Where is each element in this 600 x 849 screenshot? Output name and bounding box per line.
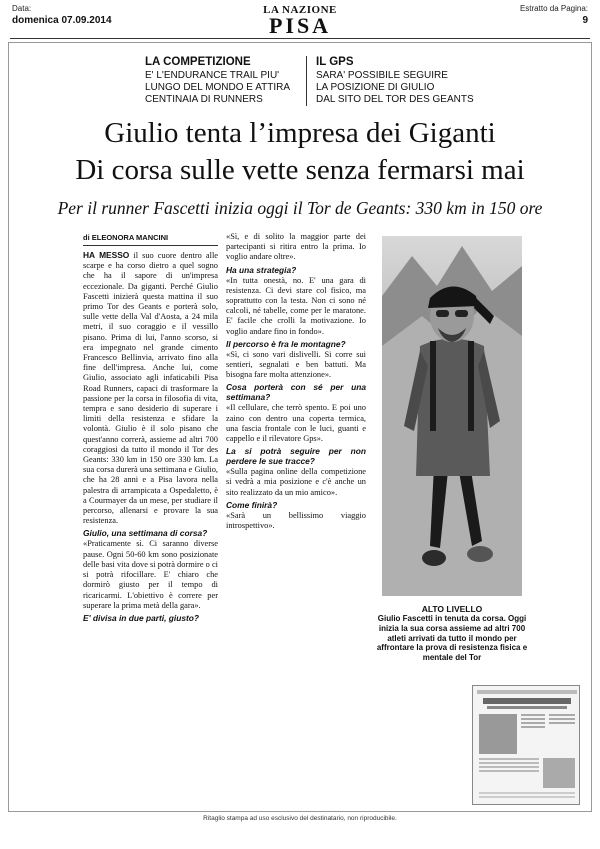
interview-question: La si potrà seguire per non perdere le sue tracce? — [226, 446, 366, 467]
headline-line-1: Giulio tenta l’impresa dei Giganti — [104, 117, 496, 149]
interview-question: E' divisa in due parti, giusto? — [83, 612, 199, 623]
interview-answer: «Sì, e di solito la maggior parte dei partecipanti si ritira entro la prima. Io voglio andare oltre». — [226, 232, 366, 262]
byline: di ELEONORA MANCINI — [83, 233, 169, 242]
byline-rule — [83, 245, 218, 246]
interview-question: Il percorso è fra le montagne? — [226, 338, 346, 349]
date-value: domenica 07.09.2014 — [12, 15, 112, 26]
body-text: il suo cuore dentro alle scarpe e ha corso dietro a quel sogno che ha il sapore di un'impresa eccezionale. Da giganti. Perché Giulio Fascetti inizierà questa mattina il suo primo Tor des Geants e porterà solo, sulle vette della Val d'Aosta, a 24 mila metri, il suo coraggio e il vessillo pisano. Prima di lui, l'anno scorso, si era impegnato nel grande cimento Francesco Bellinvia, arrivato fino alla fine dell'impresa. Anche lui, come Giulio, associato agli infaticabili Pisa Road Runners, capaci di trasformare la passione per la corsa in filosofia di vita, tempra e sano desiderio di superare i limiti della resistenza e sfidare la volontà. Giulio è il solo pisano che quest'anno correrà, assieme ad altri 700 coraggiosi da tutto il mondo il Tor des Geants: 330 km in 150 ore 330 km. La sua corsa durerà una settimana e Giulio, che ha 28 anni e a Pisa lavora nella palestra di arrampicata a Ospedaletto, è a Courmayer da un mese, per studiare il percorso, allenarsi e provare la sua resistenza. — [83, 251, 218, 526]
interview-question: Giulio, una settimana di corsa? — [83, 528, 208, 539]
runner-illustration — [382, 236, 522, 596]
article-column-2 — [226, 232, 366, 532]
teaser-title: LA COMPETIZIONE — [145, 56, 251, 68]
interview-question: Cosa porterà con sé per una settimana? — [226, 382, 366, 403]
interview-answer: «In tutta onestà, no. E' una gara di resistenza. Ci devi stare col fisico, ma soprattutto con la testa. Non ci sono né calcoli, né tabelle, come per le maratone. E' facile che crolli la motivazione. Io voglio andare fino in fondo». — [226, 275, 366, 336]
teaser-line: SARA' POSSIBILE SEGUIRE — [316, 70, 448, 81]
interview-answer: «Sulla pagina online della competizione si vedrà a mia posizione e c'è anche un sito realizzato da un mio amico». — [226, 467, 366, 497]
interview-question: Come finirà? — [226, 499, 278, 510]
header-rule — [10, 38, 590, 39]
interview-answer: «Sarà un bellissimo viaggio introspettivo». — [226, 510, 366, 531]
interview-answer: «Il cellulare, che terrò spento. E poi uno zaino con dentro una coperta termica, una fascia frontale con le luci, guanti e cappello e il rilevatore Gps». — [226, 403, 366, 444]
teaser-line: LA POSIZIONE DI GIULIO — [316, 82, 435, 93]
interview-question: Ha una strategia? — [226, 264, 297, 275]
teaser-divider — [306, 56, 307, 106]
article-column-1 — [83, 250, 218, 624]
caption-title: ALTO LIVELLO — [421, 604, 483, 614]
page-thumbnail — [472, 685, 580, 805]
page-value: 9 — [582, 15, 588, 26]
caption-body: Giulio Fascetti in tenuta da corsa. Oggi inizia la sua corsa assieme ad altri 700 atleti arrivati da tutto il mondo per affrontare la prova di resistenza fisica e mentale del Tor — [376, 614, 528, 663]
teaser-line: DAL SITO DEL TOR DES GEANTS — [316, 94, 474, 105]
page-label: Estratto da Pagina: — [519, 4, 588, 13]
teaser-gps — [316, 56, 496, 106]
teaser-competizione — [145, 56, 300, 106]
teaser-title: IL GPS — [316, 56, 354, 68]
teaser-line: CENTINAIA DI RUNNERS — [145, 94, 263, 105]
masthead-top: LA NAZIONE — [263, 4, 337, 16]
date-label: Data: — [12, 4, 32, 13]
runner-photo — [382, 236, 522, 596]
lead-in: HA MESSO — [83, 250, 130, 260]
subtitle: Per il runner Fascetti inizia oggi il Tor de Geants: 330 km in 150 ore — [57, 198, 543, 218]
thumbnail-illustration — [473, 686, 580, 805]
teaser-line: E' L'ENDURANCE TRAIL PIU' — [145, 70, 280, 81]
footer-notice: Ritaglio stampa ad uso esclusivo del destinatario, non riproducibile. — [203, 815, 397, 822]
interview-answer: «Sì, ci sono vari dislivelli. Si corre sui sentieri, segnalati e ben battuti. Ma bisogna fare molta attenzione». — [226, 349, 366, 380]
headline-line-2: Di corsa sulle vette senza fermarsi mai — [75, 154, 525, 186]
teaser-line: LUNGO DEL MONDO E ATTIRA — [145, 82, 291, 93]
masthead-main: PISA — [268, 13, 332, 38]
interview-answer: «Praticamente sì. Ci saranno diverse pause. Ogni 50-60 km sono posizionate delle basi vita dove si potrà dormire o ci si potrà rifocillare. E' chiaro che dormirò giusto per il tempo di ricaricarmi. L'obiettivo è correre per superare la prima metà della gara». — [83, 539, 218, 610]
